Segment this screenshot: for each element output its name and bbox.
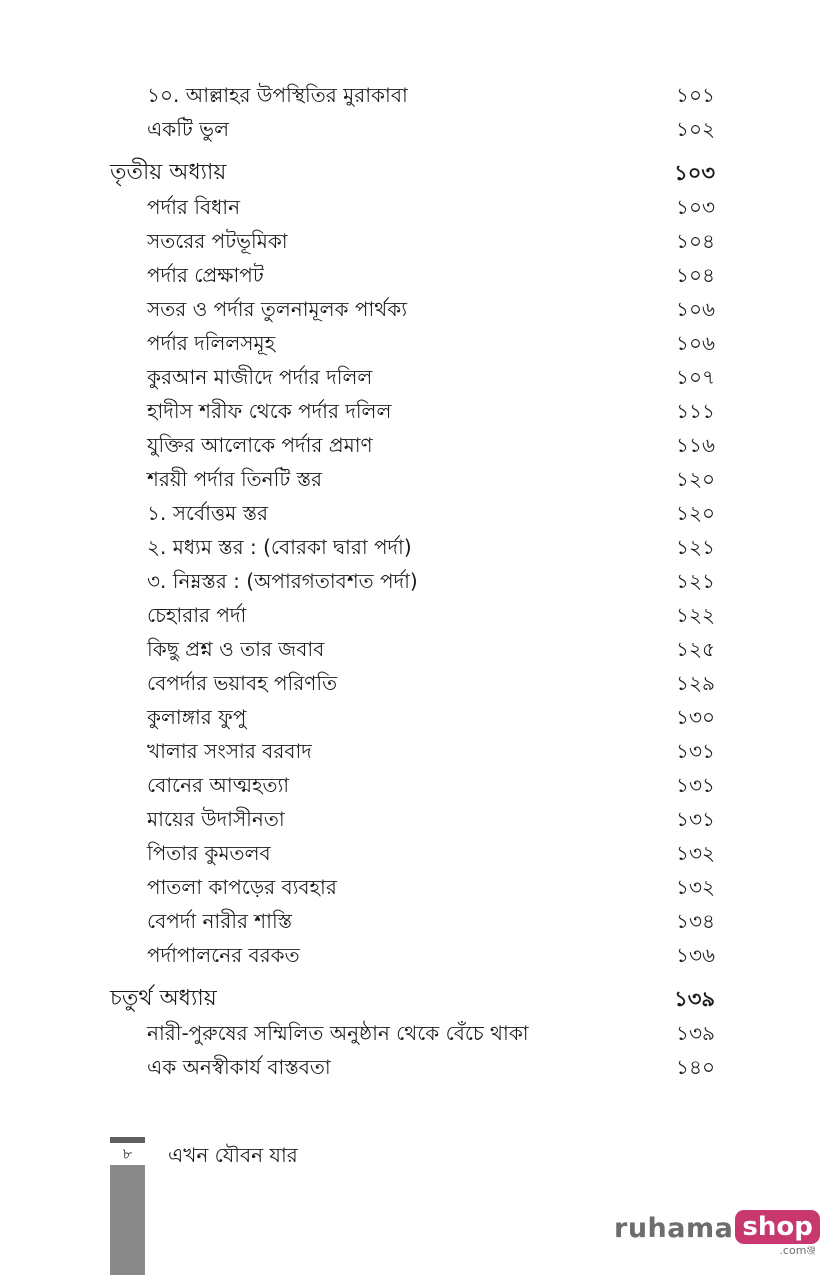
chapter-heading-row <box>110 984 715 1014</box>
entry-page-number: ১২০ <box>676 467 715 491</box>
entry-title: পিতার কুমতলব <box>147 841 271 865</box>
entry-page-number: ১৩২ <box>676 841 715 865</box>
entry-page-number: ১৩৬ <box>676 943 715 967</box>
entry-title: বেপর্দা নারীর শাস্তি <box>147 909 293 933</box>
entry-title: কুরআন মাজীদে পর্দার দলিল <box>147 365 373 389</box>
toc-entry-row <box>147 328 715 358</box>
entry-title: চেহারার পর্দা <box>147 603 247 627</box>
entry-page-number: ১৩৯ <box>676 1021 715 1045</box>
book-title: এখন যৌবন যার <box>168 1143 298 1167</box>
toc-entry-row <box>147 634 715 664</box>
entry-page-number: ১০৩ <box>674 161 715 185</box>
entry-title: ১০. আল্লাহর উপস্থিতির মুরাকাবা <box>147 83 408 107</box>
entry-page-number: ১২০ <box>676 501 715 525</box>
entry-page-number: ১২১ <box>676 535 715 559</box>
toc-entry-row <box>147 362 715 392</box>
toc-entry-row <box>147 396 715 426</box>
entry-title: পর্দার প্রেক্ষাপট <box>147 263 264 287</box>
chapter-title: তৃতীয় অধ্যায় <box>110 160 227 185</box>
entry-page-number: ১২২ <box>676 603 715 627</box>
toc-entry-row <box>147 192 715 222</box>
entry-title: যুক্তির আলোকে পর্দার প্রমাণ <box>147 433 373 457</box>
chapter-title: চতুর্থ অধ্যায় <box>110 986 217 1011</box>
toc-entry-row <box>147 498 715 528</box>
entry-page-number: ১৩৯ <box>674 987 715 1011</box>
entry-title: ১. সর্বোত্তম স্তর <box>147 501 269 525</box>
logo-text-shop: shop <box>742 1212 813 1242</box>
entry-page-number: ১২৯ <box>676 671 715 695</box>
toc-entry-row <box>147 736 715 766</box>
entry-page-number: ১২১ <box>676 569 715 593</box>
entry-title: মায়ের উদাসীনতা <box>147 807 285 831</box>
entry-title: সতর ও পর্দার তুলনামূলক পার্থক্য <box>147 297 408 321</box>
entry-page-number: ১০৪ <box>676 229 715 253</box>
entry-page-number: ১৩১ <box>676 773 715 797</box>
toc-entry-row <box>147 906 715 936</box>
toc-entry-row <box>147 226 715 256</box>
entry-title: শরয়ী পর্দার তিনটি স্তর <box>147 467 322 491</box>
toc-entry-row <box>147 702 715 732</box>
entry-page-number: ১৩২ <box>676 875 715 899</box>
toc-entry-row <box>147 80 715 110</box>
logo-shop-badge <box>735 1210 819 1257</box>
logo-text-ruhama: ruhama <box>614 1213 734 1244</box>
entry-title: পর্দার বিধান <box>147 195 241 219</box>
entry-page-number: ১০৬ <box>676 331 715 355</box>
entry-title: হাদীস শরীফ থেকে পর্দার দলিল <box>147 399 392 423</box>
entry-title: পর্দার দলিলসমূহ <box>147 331 276 355</box>
entry-title: খালার সংসার বরবাদ <box>147 739 312 763</box>
toc-entry-row <box>147 260 715 290</box>
entry-page-number: ১০১ <box>676 83 715 107</box>
entry-title: কিছু প্রশ্ন ও তার জবাব <box>147 637 325 661</box>
toc-entry-row <box>147 566 715 596</box>
entry-title: সতরের পটভূমিকা <box>147 229 288 253</box>
toc-entry-row <box>147 114 715 144</box>
entry-page-number: ১৩১ <box>676 739 715 763</box>
page-number: ৮ <box>110 1143 145 1165</box>
entry-title: পাতলা কাপড়ের ব্যবহার <box>147 875 337 899</box>
toc-entry-row <box>147 668 715 698</box>
toc-entry-row <box>147 430 715 460</box>
entry-page-number: ১০৭ <box>676 365 715 389</box>
toc-entry-row <box>147 940 715 970</box>
toc-entry-row <box>147 294 715 324</box>
toc-entry-row <box>147 804 715 834</box>
entry-page-number: ১৪০ <box>676 1055 715 1079</box>
toc-entry-row <box>147 1052 715 1082</box>
entry-title: পর্দাপালনের বরকত <box>147 943 300 967</box>
entry-title: বোনের আত্মহত্যা <box>147 773 290 797</box>
entry-page-number: ১০২ <box>676 117 715 141</box>
entry-title: বেপর্দার ভয়াবহ পরিণতি <box>147 671 338 695</box>
logo-text-suffix: .comঞ্জ <box>779 1244 816 1257</box>
entry-page-number: ১৩৪ <box>676 909 715 933</box>
entry-title: এক অনস্বীকার্য বাস্তবতা <box>147 1055 331 1079</box>
toc-entry-row <box>147 770 715 800</box>
entry-page-number: ১০৬ <box>676 297 715 321</box>
entry-page-number: ১৩১ <box>676 807 715 831</box>
entry-page-number: ১০৪ <box>676 263 715 287</box>
entry-title: ২. মধ্যম স্তর : (বোরকা দ্বারা পর্দা) <box>147 535 412 559</box>
entry-title: একটি ভুল <box>147 117 229 141</box>
entry-title: নারী-পুরুষের সম্মিলিত অনুষ্ঠান থেকে বেঁচে থাকা <box>147 1021 529 1045</box>
toc-entry-row <box>147 838 715 868</box>
toc-entry-row <box>147 464 715 494</box>
entry-page-number: ১২৫ <box>676 637 715 661</box>
toc-entry-row <box>147 872 715 902</box>
chapter-heading-row <box>110 158 715 188</box>
entry-page-number: ১১১ <box>676 399 715 423</box>
entry-page-number: ১০৩ <box>676 195 715 219</box>
entry-title: কুলাঙ্গার ফুপু <box>147 705 247 729</box>
entry-page-number: ১৩০ <box>676 705 715 729</box>
toc-entry-row <box>147 1018 715 1048</box>
toc-entry-row <box>147 600 715 630</box>
entry-title: ৩. নিম্নস্তর : (অপারগতাবশত পর্দা) <box>147 569 418 593</box>
ruhamashop-logo <box>614 1210 820 1260</box>
toc-entry-row <box>147 532 715 562</box>
entry-page-number: ১১৬ <box>676 433 715 457</box>
